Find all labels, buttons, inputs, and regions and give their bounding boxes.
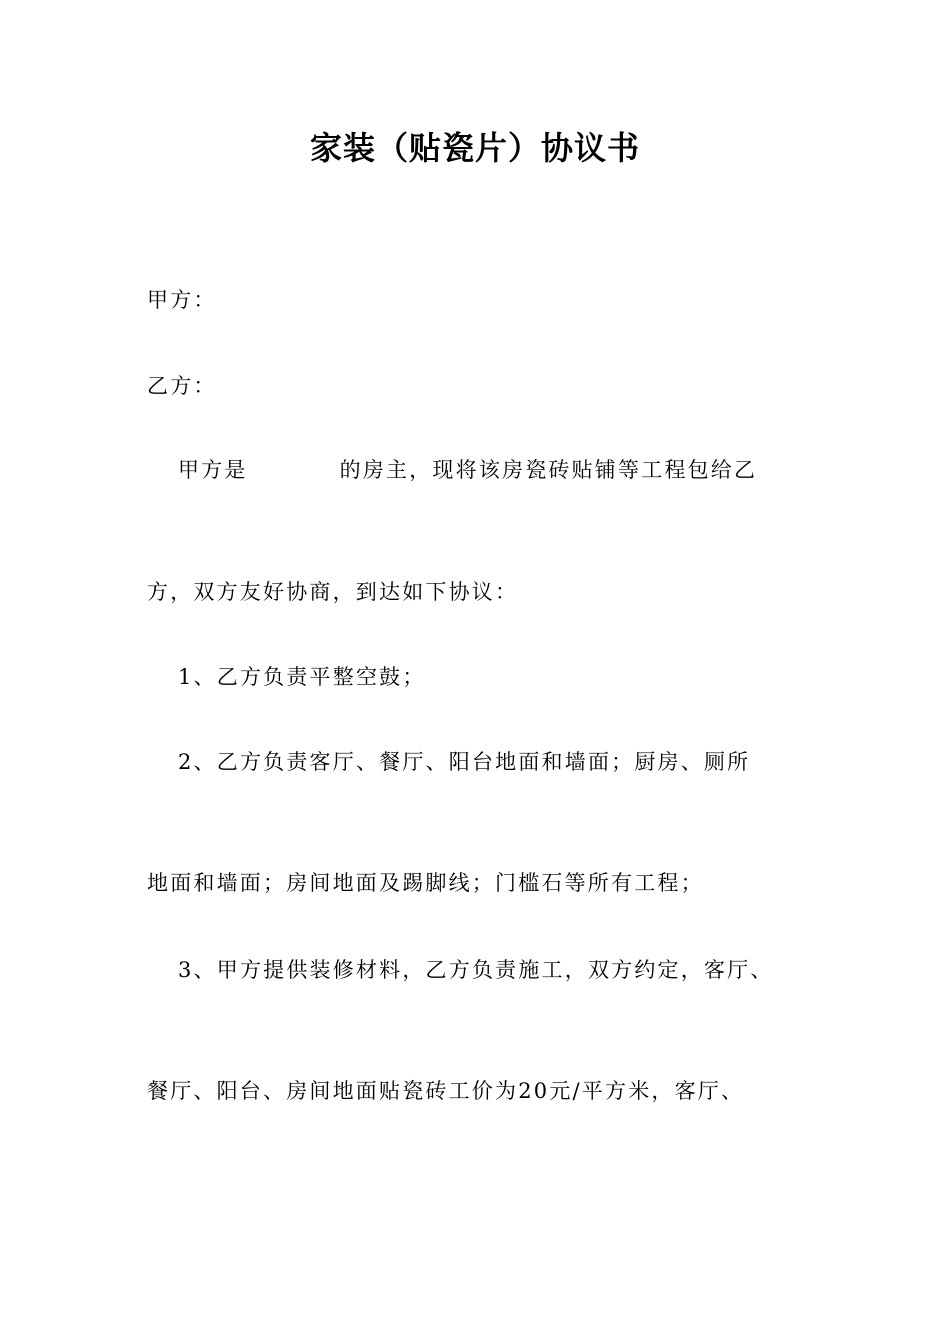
clause-3-line-2: 餐厅、阳台、房间地面贴瓷砖工价为20元/平方米，客厅、: [147, 1079, 745, 1103]
party-a-label: 甲方：: [147, 288, 217, 312]
clause-3-line-1: 3、甲方提供装修材料，乙方负责施工，双方约定，客厅、: [178, 958, 774, 982]
intro-line-1-suffix: 的房主，现将该房瓷砖贴铺等工程包给乙: [339, 458, 758, 482]
intro-line-1-prefix: 甲方是: [178, 458, 248, 482]
intro-line-1: [178, 454, 757, 486]
clause-1: 1、乙方负责平整空鼓；: [178, 665, 426, 689]
intro-line-2: 方，双方友好协商，到达如下协议：: [147, 580, 519, 604]
clause-2-line-2: 地面和墙面；房间地面及踢脚线；门槛石等所有工程；: [147, 871, 704, 895]
party-b-label: 乙方：: [147, 374, 217, 398]
clause-2-line-1: 2、乙方负责客厅、餐厅、阳台地面和墙面；厨房、厕所: [178, 750, 751, 774]
document-title: 家装（贴瓷片）协议书: [309, 129, 640, 167]
